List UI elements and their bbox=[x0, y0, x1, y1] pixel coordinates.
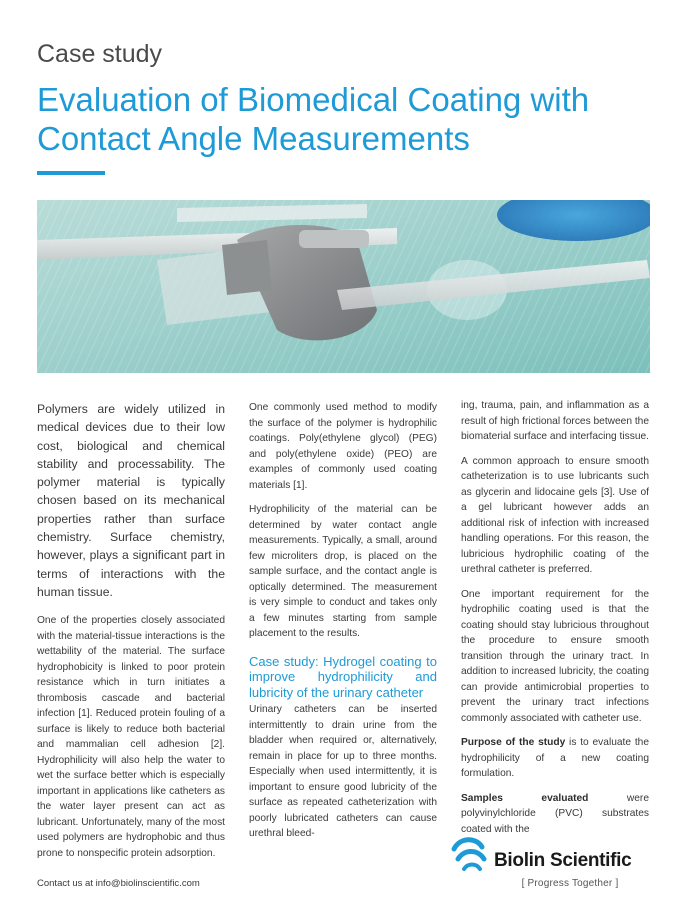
column-3 bbox=[461, 398, 649, 846]
logo-tagline: [ Progress Together ] bbox=[521, 878, 619, 889]
purpose-text: is to evaluate the hydrophilicity of a new coating formulation. bbox=[461, 737, 649, 779]
body-paragraph: ing, trauma, pain, and inflammation as a result of high frictional forces between the biomaterial surface and interfacing tissue. bbox=[461, 400, 650, 442]
hero-image bbox=[37, 200, 650, 373]
page-title: Evaluation of Biomedical Coating with Contact Angle Measurements bbox=[37, 81, 590, 157]
logo-name: Biolin Scientific bbox=[494, 850, 632, 871]
title-underline bbox=[37, 171, 105, 175]
samples-paragraph bbox=[461, 791, 649, 838]
samples-label: Samples evaluated bbox=[461, 792, 589, 804]
case-study-label: Case study bbox=[37, 40, 163, 68]
logo-mark-icon bbox=[450, 833, 494, 877]
samples-text: were polyvinylchloride (PVC) substrates coated with the bbox=[461, 792, 649, 835]
section-heading: Case study: Hydrogel coating to improve hydrophilicity and lubricity of the urinary catheter bbox=[249, 653, 437, 700]
lead-paragraph: Polymers are widely utilized in medical devices due to their low cost, biological and chemical stability and processability. The polymer material is typically chosen based on its mechanical properties rather than surface chemistry. Surface chemistry, however, plays a significant part in terms of interactions with the human tissue. bbox=[37, 402, 225, 599]
body-paragraph: One commonly used method to modify the surface of the polymer is hydrophilic coatings. Poly(ethylene glycol) (PEG) and poly(ethylene oxide) (PEO) are examples of commonly used coating materials [1]. bbox=[249, 402, 437, 491]
catheter-photo bbox=[37, 200, 650, 373]
body-paragraph: A common approach to ensure smooth catheterization is to use lubricants such as glycerin and lidocaine gels [3]. Use of a gel lubricant however adds an additional risk of infection with increased handling operations. For this reason, the lubricious hydrophilic coating of the urethral catheter is preferred. bbox=[461, 455, 649, 575]
purpose-paragraph bbox=[461, 735, 649, 782]
column-1 bbox=[37, 400, 225, 870]
body-paragraph: One of the properties closely associated with the material-tissue interactions is the wettability of the material. The surface hydrophobicity is linked to poor protein resistance which in turn initiates a thrombosis cascade and bacterial infection [1]. Reduced protein fouling of a surface is likely to reduce both bacterial and mammalian cell adhesion [2]. Hydrophilicity will also help the water to wet the surface better which is especially important in applications like catheters as the water layer present can act as lubricant. Unfortunately, many of the most used polymers are hydrophobic and thus prone to nonspecific protein adsorption. bbox=[37, 615, 225, 859]
body-paragraph: Urinary catheters can be inserted intermittently to drain urine from the bladder when required or, alternatively, remain in place for up to three months. Especially when used intermittently, it is important to ensure good lubricity of the surface as repeated catheterization with poorly lubricated catheters can cause urethral bleed- bbox=[249, 704, 437, 839]
contact-line: Contact us at info@biolinscientific.com bbox=[37, 878, 200, 889]
body-paragraph: One important requirement for the hydrophilic coating used is that the coating should stay lubricious throughout the procedure to ensure smooth transition through the urinary tract. In addition to increased lubricity, the coating can provide antimicrobial properties to prevent the urinary tract infections commonly associated with catheter use. bbox=[461, 588, 649, 724]
body-paragraph: Hydrophilicity of the material can be determined by water contact angle measurements. Typically, a small, around few microliters drop, is placed on the sample surface, and the contact angle is optically determined. The measurement is very simple to conduct and takes only a few minutes starting from sample placement to the results. bbox=[249, 504, 437, 639]
biolin-logo bbox=[450, 833, 650, 893]
purpose-label: Purpose of the study bbox=[461, 737, 566, 748]
column-2 bbox=[249, 400, 437, 851]
